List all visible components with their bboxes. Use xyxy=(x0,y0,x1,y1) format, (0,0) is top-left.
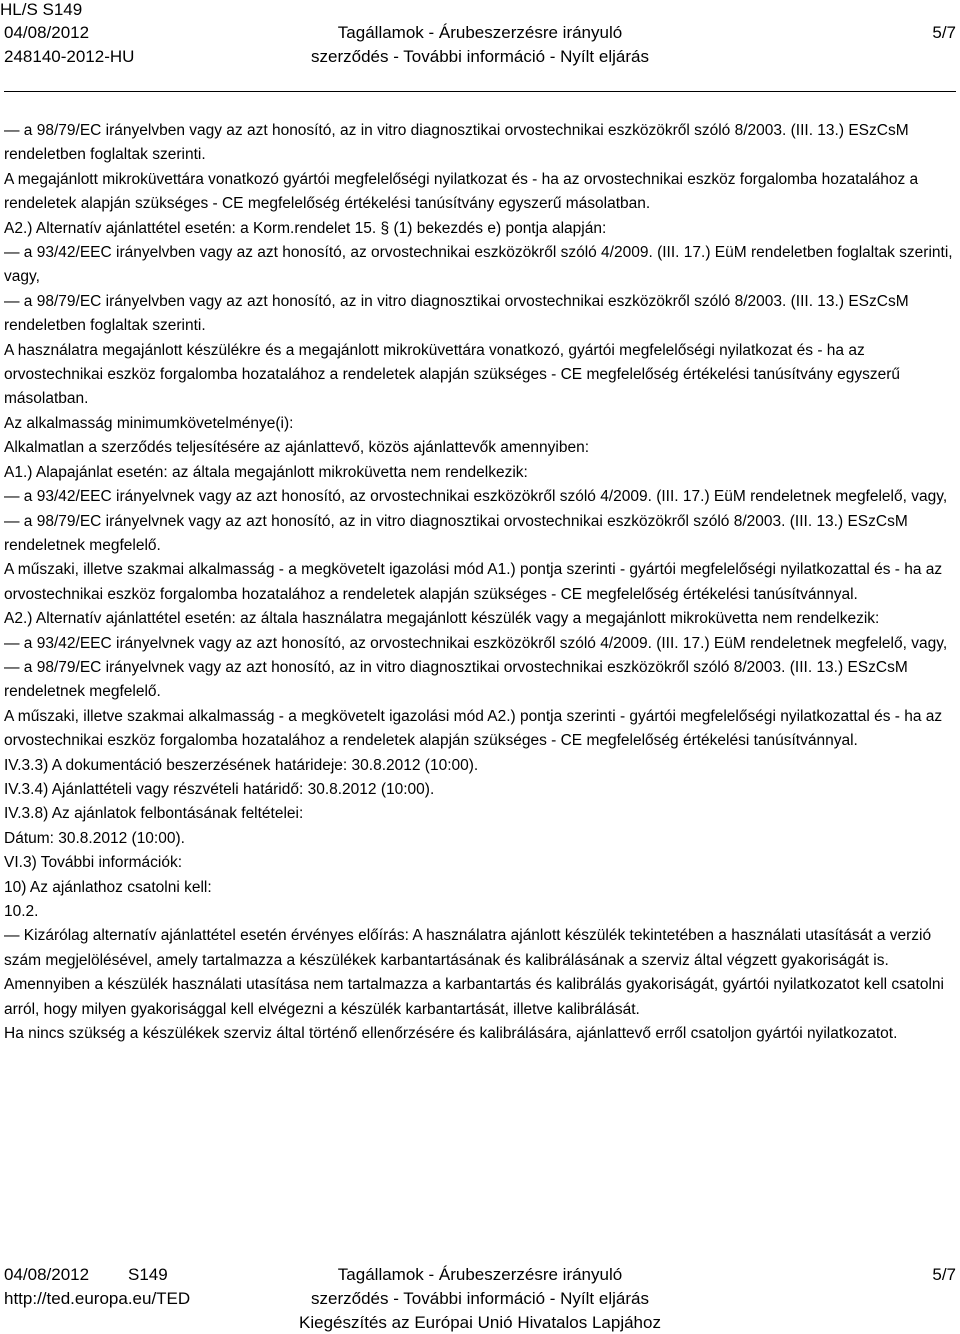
document-label: HL/S S149 xyxy=(0,0,83,19)
body-paragraph: — a 93/42/EEC irányelvben vagy az azt honosító, az orvostechnikai eszközökről szóló 4/2009. (III. 17.) EüM rendeletben foglaltak szerinti, vagy, xyxy=(4,244,953,286)
footer-title-line1: Tagállamok - Árubeszerzésre irányuló xyxy=(337,1265,623,1284)
body-paragraph: — a 98/79/EC irányelvben vagy az azt honosító, az in vitro diagnosztikai orvostechnikai eszközökről szóló 8/2003. (III. 13.) ESzCsM rendeletben foglaltak szerinti. xyxy=(4,122,909,164)
header-date: 04/08/2012 xyxy=(4,23,90,42)
body-paragraph: — a 98/79/EC irányelvben vagy az azt honosító, az in vitro diagnosztikai orvostechnikai eszközökről szóló 8/2003. (III. 13.) ESzCsM rendeletben foglaltak szerinti. xyxy=(4,292,909,335)
header-title-line2: szerződés - További információ - Nyílt eljárás xyxy=(311,47,649,66)
body-paragraph: — a 98/79/EC irányelvnek vagy az azt honosító, az in vitro diagnosztikai orvostechnikai eszközökről szóló 8/2003. (III. 13.) ESzCsM rendeletnek megfelelő. xyxy=(4,512,908,554)
body-paragraph: A megajánlott mikroküvettára vonatkozó gyártói megfelelőségi nyilatkozat és - ha az orvostechnikai eszköz forgalomba hozatalához a rendeletek alapján szükséges - CE megfelelőség értékelési tanúsítvány egyszerű másolatban. xyxy=(4,170,919,213)
body-paragraph: Az alkalmasság minimumkövetelménye(i): xyxy=(4,414,294,432)
body-paragraph: A2.) Alternatív ajánlattétel esetén: a Korm.rendelet 15. § (1) bekezdés e) pontja alapján: xyxy=(4,219,607,237)
body-paragraph: — Kizárólag alternatív ajánlattétel esetén érvényes előírás: A használatra ajánlott készülék tekintetében a használati utasítását a verzió szám megjelölésével, amely tartalmazza a készülékek karbantartásának és kalibrálásának a szerviz által végzett gyakoriságát is. Amennyiben a készülék használati utasítása nem tartalmazza a karbantartás és kalibrálás gyakoriságát, gyártói nyilatkozatot kell csatolni arról, hogy milyen gyakorisággal kell elvégezni a készülék karbantartását, illetve kalibrálását. xyxy=(4,927,944,1018)
footer-doc-number: S149 xyxy=(128,1265,168,1284)
footer-title-line3: Kiegészítés az Európai Unió Hivatalos Lapjához xyxy=(299,1313,661,1332)
body-paragraph: A műszaki, illetve szakmai alkalmasság - a megkövetelt igazolási mód A1.) pontja szerinti - gyártói megfelelőségi nyilatkozattal és - ha az orvostechnikai eszköz forgalomba hozatalához a rendeletek alapján szükséges - CE megfelelőség értékelési tanúsítvánnyal. xyxy=(4,561,943,603)
body-paragraph: A műszaki, illetve szakmai alkalmasság - a megkövetelt igazolási mód A2.) pontja szerinti - gyártói megfelelőségi nyilatkozattal és - ha az orvostechnikai eszköz forgalomba hozatalához a rendeletek alapján szükséges - CE megfelelőség értékelési tanúsítvánnyal. xyxy=(4,707,943,750)
body-paragraph: Ha nincs szükség a készülékek szerviz által történő ellenőrzésére és kalibrálására, ajánlattevő erről csatoljon gyártói nyilatkozatot. xyxy=(4,1025,898,1043)
footer-date: 04/08/2012 xyxy=(4,1265,90,1284)
body-paragraph: IV.3.3) A dokumentáció beszerzésének határideje: 30.8.2012 (10:00). xyxy=(4,756,479,774)
document-body xyxy=(4,119,956,1046)
header-page-number: 5/7 xyxy=(932,23,956,42)
body-paragraph: 10) Az ajánlathoz csatolni kell: xyxy=(4,878,212,896)
body-paragraph: A használatra megajánlott készülékre és a megajánlott mikroküvettára vonatkozó, gyártói megfelelőségi nyilatkozat és - ha az orvostechnikai eszköz forgalomba hozatalához a rendeletek alapján szükséges - CE megfelelőség értékelési tanúsítvány egyszerű másolatban. xyxy=(4,341,901,408)
header-title-line1: Tagállamok - Árubeszerzésre irányuló xyxy=(337,23,623,42)
body-paragraph: IV.3.8) Az ajánlatok felbontásának feltételei: xyxy=(4,805,304,823)
body-paragraph: 10.2. xyxy=(4,903,39,920)
body-paragraph: A2.) Alternatív ajánlattétel esetén: az általa használatra megajánlott készülék vagy a megajánlott mikroküvetta nem rendelkezik: xyxy=(4,610,880,628)
body-paragraph: IV.3.4) Ajánlattételi vagy részvételi határidő: 30.8.2012 (10:00). xyxy=(4,780,435,798)
body-paragraph: — a 93/42/EEC irányelvnek vagy az azt honosító, az orvostechnikai eszközökről szóló 4/2009. (III. 17.) EüM rendeletnek megfelelő, vagy, xyxy=(4,488,948,506)
header-reference: 248140-2012-HU xyxy=(4,47,135,66)
page-footer xyxy=(0,1264,960,1334)
footer-title-line2: szerződés - További információ - Nyílt eljárás xyxy=(311,1289,649,1308)
body-paragraph: Dátum: 30.8.2012 (10:00). xyxy=(4,829,185,847)
body-paragraph: A1.) Alapajánlat esetén: az általa megajánlott mikroküvetta nem rendelkezik: xyxy=(4,463,528,481)
footer-url-link[interactable]: http://ted.europa.eu/TED xyxy=(4,1289,191,1308)
body-paragraph: — a 98/79/EC irányelvnek vagy az azt honosító, az in vitro diagnosztikai orvostechnikai eszközökről szóló 8/2003. (III. 13.) ESzCsM rendeletnek megfelelő. xyxy=(4,658,908,701)
body-paragraph: — a 93/42/EEC irányelvnek vagy az azt honosító, az orvostechnikai eszközökről szóló 4/2009. (III. 17.) EüM rendeletnek megfelelő, vagy, xyxy=(4,634,948,652)
footer-page-number: 5/7 xyxy=(932,1265,956,1284)
header-divider xyxy=(4,91,956,92)
page-header xyxy=(0,0,960,82)
body-paragraph: Alkalmatlan a szerződés teljesítésére az ajánlattevő, közös ajánlattevők amennyiben: xyxy=(4,439,590,457)
body-paragraph: VI.3) További információk: xyxy=(4,854,183,872)
